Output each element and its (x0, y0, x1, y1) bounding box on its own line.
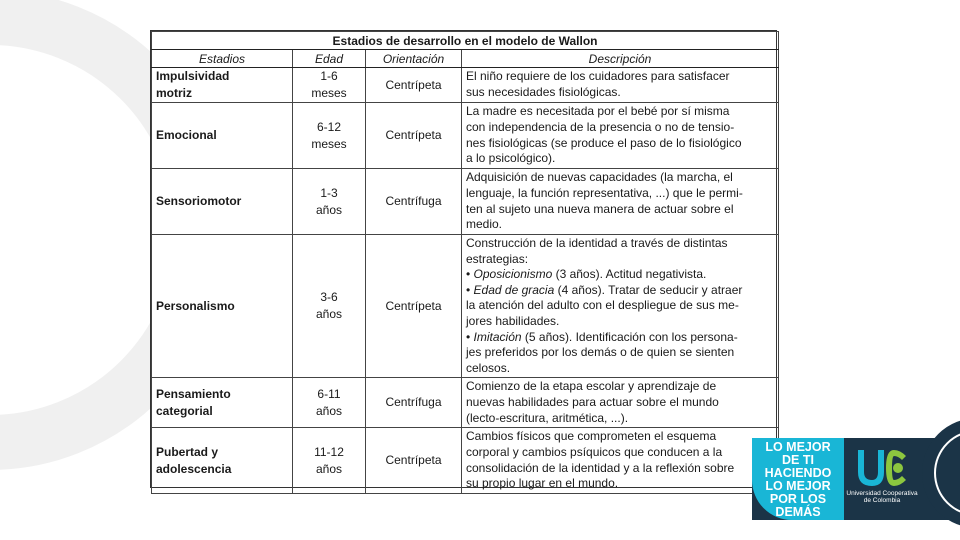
orientation-cell: Centrípeta (366, 68, 462, 103)
university-name: Universidad Cooperativa de Colombia (846, 490, 918, 504)
bullet-item: • Edad de gracia (4 años). Tratar de seducir y atraer (466, 282, 743, 297)
orientation-cell: Centrípeta (366, 103, 462, 169)
description-cell: Adquisición de nuevas capacidades (la marcha, el lenguaje, la función representativa, ...) que le permi- ten al sujeto una nueva manera de actuar sobre el medio. (462, 169, 779, 235)
description-cell: La madre es necesitada por el bebé por sí misma con independencia de la presencia o no de tensio- nes fisiológicas (se produce el paso de lo fisiológico a lo psicológico). (462, 103, 779, 169)
bullet-item: • Imitación (5 años). Identificación con los persona- (466, 329, 738, 344)
table-title: Estadios de desarrollo en el modelo de Wallon (152, 32, 779, 50)
stage-cell: Emocional (152, 103, 293, 169)
university-logo-icon (852, 446, 912, 490)
age-cell: 1-6 meses (293, 68, 366, 103)
age-cell: 11-12 años (293, 428, 366, 493)
description-cell: Comienzo de la etapa escolar y aprendizaje de nuevas habilidades para actuar sobre el mundo (lecto-escritura, aritmética, ...). (462, 378, 779, 428)
header-estadios: Estadios (152, 50, 293, 68)
table-row (152, 235, 779, 378)
description-cell: Construcción de la identidad a través de distintas estrategias: • Oposicionismo (3 años). Actitud negativista. • Edad de gracia (4 años). Tratar de seducir y atraer la atención del adulto con el despliegue de sus me- jores habilidades. • Imitación (5 años). Identificación con los persona- jes preferidos por los demás o de quien se sienten celosos. (462, 235, 779, 378)
logo-slogan: LO MEJOR DE TI HACIENDO LO MEJOR POR LOS DEMÁS (752, 438, 844, 520)
age-cell: 1-3 años (293, 169, 366, 235)
orientation-cell: Centrípeta (366, 428, 462, 493)
orientation-cell: Centrífuga (366, 169, 462, 235)
table-row (152, 428, 779, 493)
stage-cell: Sensoriomotor (152, 169, 293, 235)
header-edad: Edad (293, 50, 366, 68)
wallon-stages-table (150, 30, 777, 491)
stage-cell: Pensamiento categorial (152, 378, 293, 428)
description-cell: Cambios físicos que comprometen el esquema corporal y cambios psíquicos que conducen a la consolidación de la identidad y a la reflexión sobre su propio lugar en el mundo. (462, 428, 779, 493)
age-cell: 3-6 años (293, 235, 366, 378)
table-row (152, 103, 779, 169)
table-row (152, 68, 779, 103)
bullet-item: • Oposicionismo (3 años). Actitud negativista. (466, 267, 707, 282)
header-orientacion: Orientación (366, 50, 462, 68)
stage-cell: Impulsividad motriz (152, 68, 293, 103)
description-cell: El niño requiere de los cuidadores para satisfacer sus necesidades fisiológicas. (462, 68, 779, 103)
table-row (152, 378, 779, 428)
age-cell: 6-12 meses (293, 103, 366, 169)
stage-cell: Pubertad y adolescencia (152, 428, 293, 493)
orientation-cell: Centrípeta (366, 235, 462, 378)
header-descripcion: Descripción (462, 50, 779, 68)
table-row (152, 169, 779, 235)
orientation-cell: Centrífuga (366, 378, 462, 428)
age-cell: 6-11 años (293, 378, 366, 428)
stage-cell: Personalismo (152, 235, 293, 378)
